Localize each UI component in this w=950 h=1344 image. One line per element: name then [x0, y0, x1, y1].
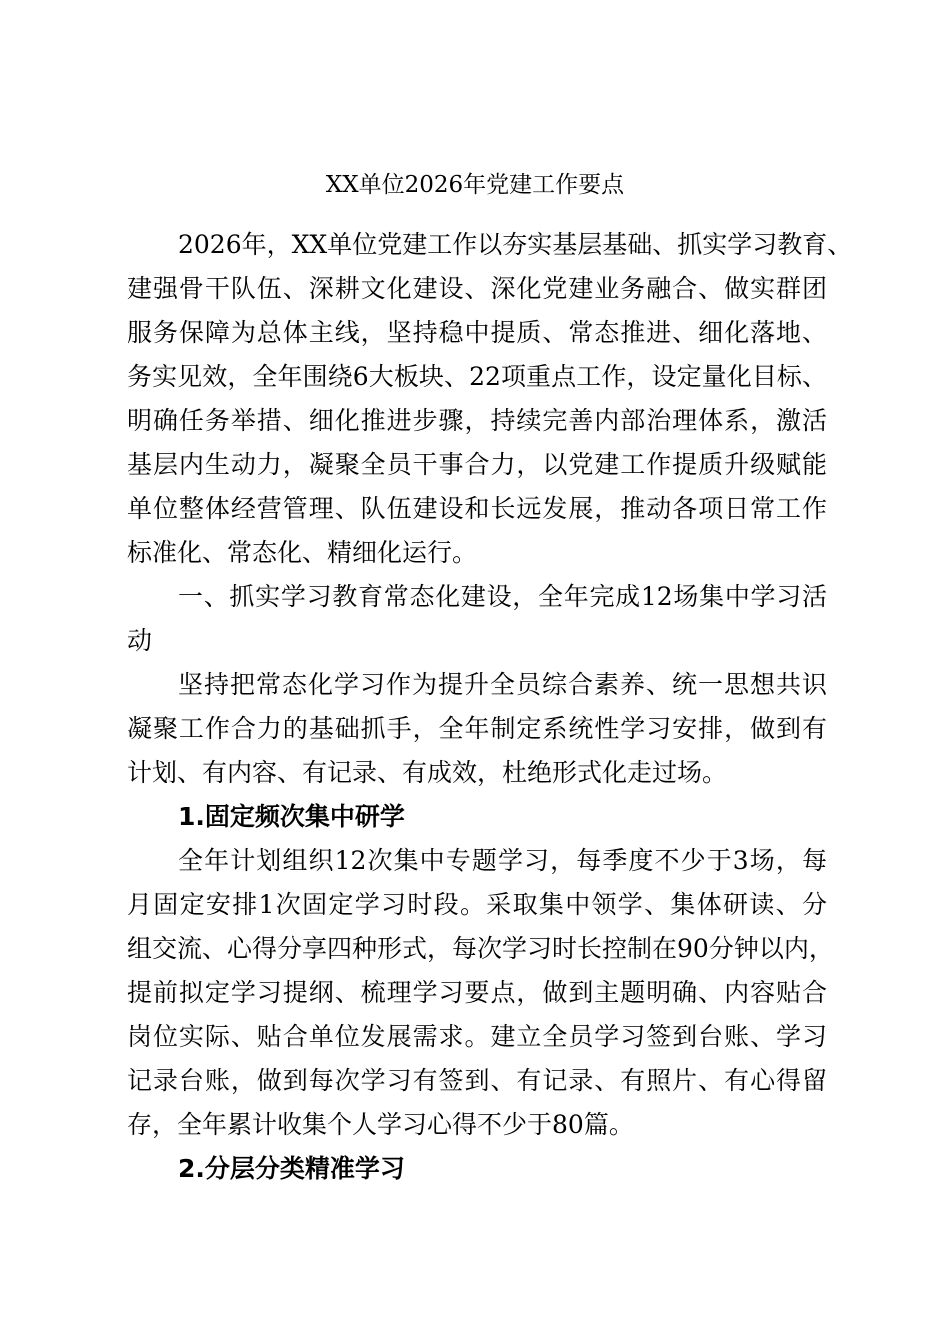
intro-line: 标准化、常态化、精细化运行。 [127, 538, 478, 567]
intro-line: 建强骨干队伍、深耕文化建设、深化党建业务融合、做实群团 [127, 274, 827, 303]
section-title: 动 [127, 626, 153, 655]
intro-line: 单位整体经营管理、队伍建设和长远发展，推动各项日常工作 [127, 494, 827, 523]
intro-line: 服务保障为总体主线，坚持稳中提质、常态推进、细化落地、 [127, 318, 827, 347]
intro-line: 明确任务举措、细化推进步骤，持续完善内部治理体系，激活 [127, 406, 827, 435]
section-paragraph-line: 坚持把常态化学习作为提升全员综合素养、统一思想共识 [178, 670, 827, 699]
intro-line: 务实见效，全年围绕6大板块、22项重点工作，设定量化目标、 [127, 362, 827, 391]
intro-line: 基层内生动力，凝聚全员干事合力，以党建工作提质升级赋能 [127, 450, 827, 479]
item-heading: 1.固定频次集中研学 [178, 802, 405, 831]
section-paragraph-line: 凝聚工作合力的基础抓手，全年制定系统性学习安排，做到有 [127, 714, 827, 743]
item-paragraph-line: 记录台账，做到每次学习有签到、有记录、有照片、有心得留 [127, 1066, 827, 1095]
section-paragraph-line: 计划、有内容、有记录、有成效，杜绝形式化走过场。 [127, 758, 728, 787]
item-paragraph-line: 月固定安排1次固定学习时段。采取集中领学、集体研读、分 [127, 890, 827, 919]
item-paragraph-line: 组交流、心得分享四种形式，每次学习时长控制在90分钟以内， [127, 934, 834, 963]
item-paragraph-line: 岗位实际、贴合单位发展需求。建立全员学习签到台账、学习 [127, 1022, 827, 1051]
intro-line: 2026年，XX单位党建工作以夯实基层基础、抓实学习教育、 [178, 230, 853, 259]
item-paragraph-line: 存，全年累计收集个人学习心得不少于80篇。 [127, 1110, 634, 1139]
item-paragraph-line: 提前拟定学习提纲、梳理学习要点，做到主题明确、内容贴合 [127, 978, 827, 1007]
document-title: XX单位2026年党建工作要点 [325, 172, 625, 198]
item-heading: 2.分层分类精准学习 [178, 1154, 405, 1183]
item-paragraph-line: 全年计划组织12次集中专题学习，每季度不少于3场，每 [178, 846, 827, 875]
section-title: 一、抓实学习教育常态化建设，全年完成12场集中学习活 [178, 582, 827, 611]
